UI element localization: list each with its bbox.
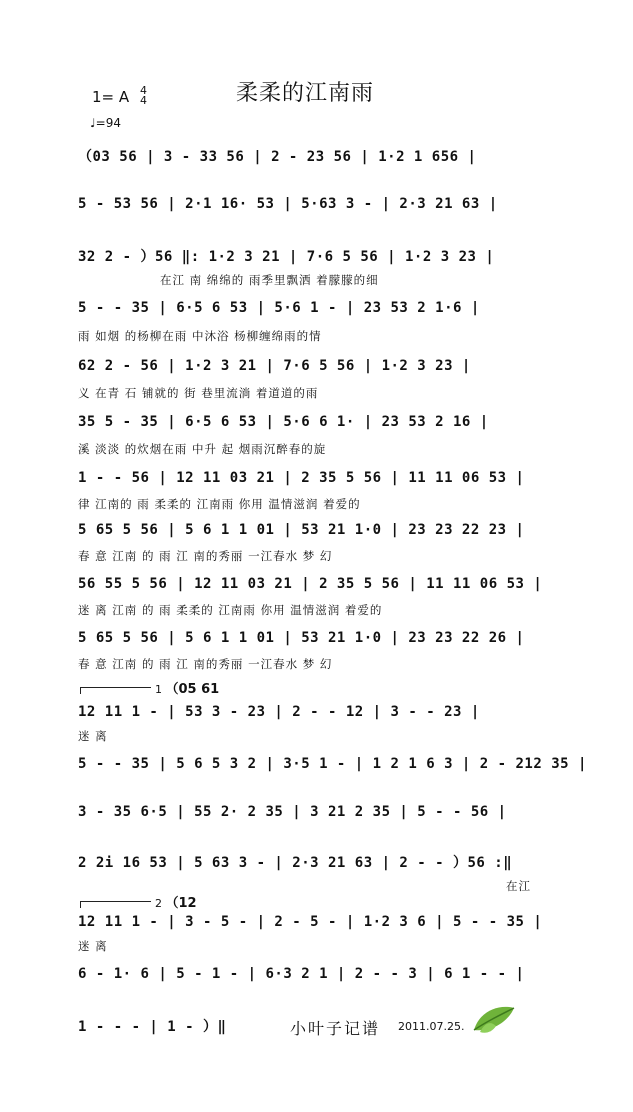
lyric-row: 雨 如烟 的杨柳在雨 中沐浴 杨柳缠绵雨的情: [78, 329, 322, 343]
score-row: 6 - 1· 6 | 5 - 1 - | 6·3 2 1 | 2 - - 3 | 6 1 - - |: [78, 966, 525, 982]
page-title: 柔柔的江南雨: [236, 81, 375, 106]
score-row: 62 2 - 56 | 1·2 3 21 | 7·6 5 56 | 1·2 3 23 |: [78, 358, 471, 374]
tempo-marking: [90, 116, 121, 130]
lyric-row: 在江: [506, 879, 531, 893]
ending-number: 2: [155, 897, 162, 910]
lyric-row: 律 江南的 雨 柔柔的 江南雨 你用 温情滋润 着爱的: [78, 497, 361, 511]
score-row: 5 - 53 56 | 2·1 16· 53 | 5·63 3 - | 2·3 21 63 |: [78, 196, 498, 212]
volta-bracket: [80, 901, 151, 908]
ending-notes: （12: [165, 896, 197, 911]
second-ending: [80, 892, 197, 911]
ending-notes: （05 61: [165, 682, 220, 697]
meter-bottom: 4: [140, 94, 147, 107]
score-row: 1 - - - | 1 - ）‖: [78, 1019, 227, 1035]
score-row: 5 65 5 56 | 5 6 1 1 01 | 53 21 1·0 | 23 23 22 26 |: [78, 630, 525, 646]
tempo-value: =94: [95, 116, 121, 130]
lyric-row: 义 在青 石 铺就的 街 巷里流淌 着道道的雨: [78, 386, 319, 400]
score-row: 5 - - 35 | 6·5 6 53 | 5·6 1 - | 23 53 2 1·6 |: [78, 300, 480, 316]
score-row: 32 2 - ）56 ‖: 1·2 3 21 | 7·6 5 56 | 1·2 3 23 |: [78, 249, 495, 265]
transcriber-signature: 小叶子记谱: [290, 1019, 381, 1038]
score-row: 3 - 35 6·5 | 55 2· 2 35 | 3 21 2 35 | 5 - - 56 |: [78, 804, 507, 820]
lyric-row: 迷 离: [78, 729, 108, 743]
score-row: 5 - - 35 | 5 6 5 3 2 | 3·5 1 - | 1 2 1 6 3 | 2 - 212 35 |: [78, 756, 587, 772]
score-row: 12 11 1 - | 53 3 - 23 | 2 - - 12 | 3 - - 23 |: [78, 704, 480, 720]
quarter-note-icon: ♩: [90, 116, 96, 130]
lyric-row: 在江 南 绵绵的 雨季里飘洒 着朦朦的细: [160, 273, 379, 287]
lyric-row: 春 意 江南 的 雨 江 南的秀丽 一江春水 梦 幻: [78, 549, 333, 563]
score-row: 5 65 5 56 | 5 6 1 1 01 | 53 21 1·0 | 23 23 22 23 |: [78, 522, 525, 538]
lyric-row: 春 意 江南 的 雨 江 南的秀丽 一江春水 梦 幻: [78, 657, 333, 671]
score-row: 35 5 - 35 | 6·5 6 53 | 5·6 6 1· | 23 53 2 16 |: [78, 414, 489, 430]
time-signature: [140, 86, 147, 106]
lyric-row: 迷 离 江南 的 雨 柔柔的 江南雨 你用 温情滋润 着爱的: [78, 603, 383, 617]
score-row: 56 55 5 56 | 12 11 03 21 | 2 35 5 56 | 11 11 06 53 |: [78, 576, 543, 592]
meter-top: 4: [140, 84, 147, 97]
score-row: 12 11 1 - | 3 - 5 - | 2 - 5 - | 1·2 3 6 | 5 - - 35 |: [78, 914, 543, 930]
score-row: 2 2i 16 53 | 5 63 3 - | 2·3 21 63 | 2 - - ）56 :‖: [78, 855, 513, 871]
lyric-row: 溪 淡淡 的炊烟在雨 中升 起 烟雨沉醉春的旋: [78, 442, 327, 456]
score-row: 1 - - 56 | 12 11 03 21 | 2 35 5 56 | 11 11 06 53 |: [78, 470, 525, 486]
lyric-row: 迷 离: [78, 939, 108, 953]
ending-number: 1: [155, 683, 162, 696]
transcription-date: 2011.07.25.: [398, 1020, 465, 1033]
first-ending: [80, 678, 219, 697]
score-row: （03 56 | 3 - 33 56 | 2 - 23 56 | 1·2 1 656 |: [78, 149, 477, 165]
leaf-icon: [470, 1000, 518, 1036]
key-signature: 1= A: [92, 88, 130, 106]
volta-bracket: [80, 687, 151, 694]
